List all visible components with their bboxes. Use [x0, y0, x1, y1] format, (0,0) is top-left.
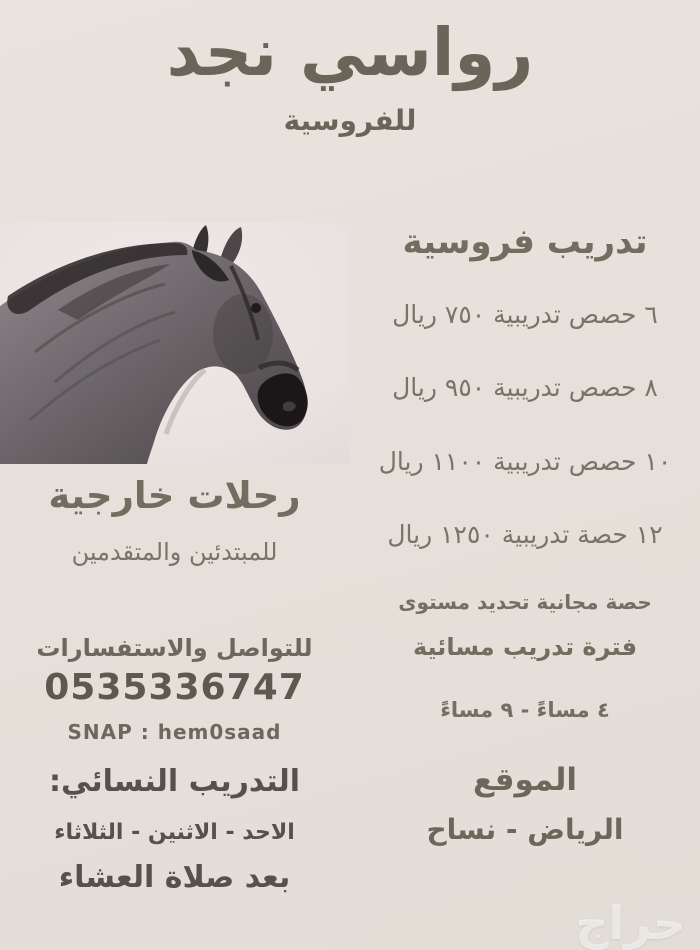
haraj-watermark: حراج [575, 896, 686, 950]
trips-title: رحلات خارجية [48, 474, 301, 517]
women-training-title: التدريب النسائي: [48, 764, 301, 799]
women-training-time: بعد صلاة العشاء [58, 860, 291, 895]
location-value: الرياض - نساح [426, 813, 624, 846]
women-training-days: الاحد - الاثنين - الثلاثاء [54, 820, 295, 845]
price-line-8-sessions: ٨ حصص تدريبية ٩٥٠ ريال [392, 373, 658, 402]
contact-heading: للتواصل والاستفسارات [36, 634, 313, 662]
horse-illustration [0, 222, 349, 464]
location-heading: الموقع [473, 762, 577, 798]
trips-audience: للمبتدئين والمتقدمين [71, 538, 278, 566]
snapchat-handle: SNAP : hem0saad [67, 720, 282, 744]
price-line-12-sessions: ١٢ حصة تدريبية ١٢٥٠ ريال [387, 520, 663, 549]
price-line-10-sessions: ١٠ حصص تدريبية ١١٠٠ ريال [378, 447, 672, 476]
training-hours: ٤ مساءً - ٩ مساءً [440, 698, 610, 722]
brand-subtitle: للفروسية [283, 104, 417, 137]
brand-title: رواسي نجد [166, 14, 534, 91]
price-line-6-sessions: ٦ حصص تدريبية ٧٥٠ ريال [392, 300, 658, 329]
evening-period-title: فترة تدريب مسائية [412, 633, 638, 661]
free-session-note: حصة مجانية تحديد مستوى [398, 590, 652, 614]
phone-number: 0535336747 [44, 667, 305, 708]
training-section-title: تدريب فروسية [402, 222, 648, 262]
horse-photo [0, 222, 349, 464]
